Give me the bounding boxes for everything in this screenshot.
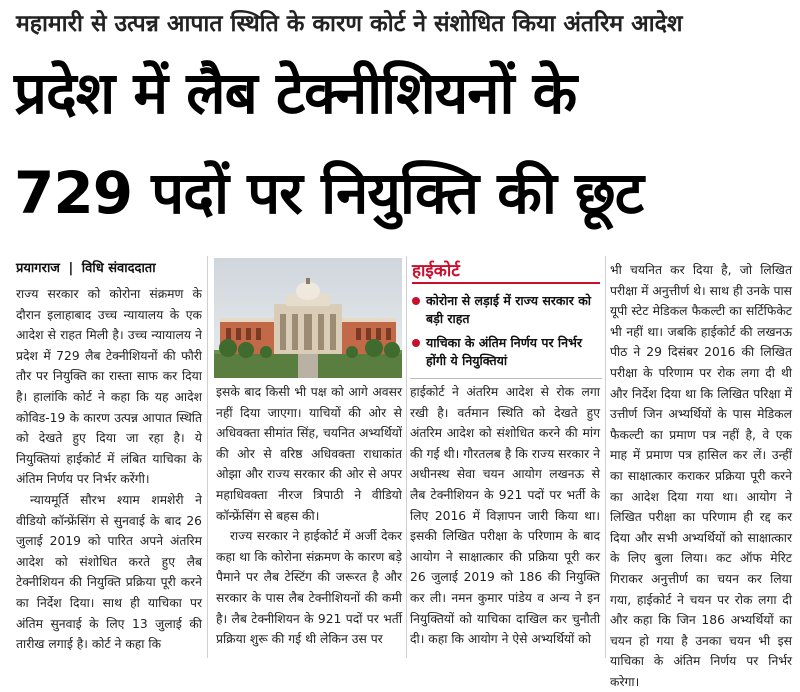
col3-paragraph-1: हाईकोर्ट ने अंतरिम आदेश से रोक लगा रखी है। वर्तमान स्थिति को देखते हुए अंतरिम आदेश को संशोधित करने की मांग की गई थी। गौरतलब है कि राज्य सरकार ने अधीनस्थ सेवा चयन आयोग लखनऊ से लैब टेक्नीशियन के 921 पदों पर भर्ती के लिए 2016 में विज्ञापन जारी किया था। इसकी लिखित परीक्षा के परिणाम के बाद आयोग ने साक्षात्कार की प्रक्रिया पूरी कर 26 जुलाई 2019 को 186 की नियुक्ति कर ली। नमन कुमार पांडेय व अन्य ने इन नियुक्तियों को याचिका दाखिल कर चुनौती दी। कहा कि आयोग ने ऐसे अभ्यर्थियों को xyxy=(410,385,600,647)
col2-paragraph-1: इसके बाद किसी भी पक्ष को आगे अवसर नहीं दिया जाएगा। याचियों की ओर से अधिवक्ता सीमांत सिंह, चयनित अभ्यर्थियों की ओर से वरिष्ठ अधिवक्ता राधाकांत ओझा और राज्य सरकार की ओर से अपर महाधिवक्ता नीरज त्रिपाठी ने वीडियो कॉन्फ्रेंसिंग से बहस की। xyxy=(216,385,402,523)
col2-paragraph-2: राज्य सरकार ने हाईकोर्ट में अर्जी देकर कहा था कि कोरोना संक्रमण के कारण बड़े पैमाने पर लैब टेस्टिंग की जरूरत है और सरकार के पास लैब टेक्नीशियनों की कमी है। लैब टेक्नीशियन के 921 पदों पर भर्ती प्रक्रिया शुरू की गई थी लेकिन उस पर xyxy=(216,529,402,647)
section-tag: हाईकोर्ट xyxy=(412,261,460,281)
column-4 xyxy=(610,260,792,689)
byline-separator: | xyxy=(68,261,74,276)
byline-location: प्रयागराज xyxy=(16,261,60,276)
byline-reporter: विधि संवाददाता xyxy=(81,261,156,276)
highlights-box xyxy=(412,292,602,376)
col1-paragraph-1: राज्य सरकार को कोरोना संक्रमण के दौरान इलाहाबाद उच्च न्यायालय के एक आदेश से राहत मिली है। उच्च न्यायालय ने प्रदेश में 729 लैब टेक्नीशियनों की फौरी तौर पर नियुक्ति का रास्ता साफ कर दिया है। हालांकि कोर्ट ने कहा कि यह आदेश कोविड-19 के कारण उत्पन्न आपात स्थिति को देखते हुए दिया जा रहा है। ये नियुक्तियां हाईकोर्ट में लंबित याचिका के अंतिम निर्णय पर निर्भर करेंगी। xyxy=(16,287,202,487)
headline-line-1: प्रदेश में लैब टेक्नीशियनों के xyxy=(14,59,577,127)
bullet-dot-icon xyxy=(412,339,420,347)
highlight-text: कोरोना से लड़ाई में राज्य सरकार को बड़ी राहत xyxy=(426,293,592,326)
column-rule-1 xyxy=(207,256,208,658)
section-tag-underline xyxy=(412,282,600,284)
highlight-item xyxy=(412,334,602,370)
headline-line-2: 729 पदों पर नियुक्ति की छूट xyxy=(14,159,643,227)
column-3 xyxy=(410,382,600,658)
column-rule-3 xyxy=(605,256,606,658)
col1-paragraph-2: न्यायमूर्ति सौरभ श्याम शमशेरी ने वीडियो कॉन्फ्रेंसिंग से सुनवाई के बाद 26 जुलाई 2019 को पारित अपने अंतरिम आदेश को संशोधित करते हुए लैब टेक्नीशियन की नियुक्ति प्रक्रिया पूरी करने का निर्देश दिया। साथ ही याचिका पर अंतिम सुनवाई के लिए 13 जुलाई की तारीख लगाई है। कोर्ट ने कहा कि xyxy=(16,492,202,652)
kicker-line: महामारी से उत्पन्न आपात स्थिति के कारण कोर्ट ने संशोधित किया अंतरिम आदेश xyxy=(16,11,683,37)
court-building-photo xyxy=(214,258,402,378)
byline xyxy=(16,258,156,276)
court-building-image xyxy=(214,258,402,378)
column-2 xyxy=(216,382,402,658)
highlight-item xyxy=(412,292,602,328)
column-rule-2 xyxy=(406,256,407,658)
col4-paragraph-1: भी चयनित कर दिया है, जो लिखित परीक्षा में अनुत्तीर्ण थे। साथ ही उनके पास यूपी स्टेट मेडिकल फैकल्टी का सर्टिफिकेट भी नहीं था। जबकि हाईकोर्ट की लखनऊ पीठ ने 29 दिसंबर 2016 की लिखित परीक्षा के परिणाम पर रोक लगा दी थी और निर्देश दिया था कि लिखित परिक्षा में उत्तीर्ण जिन अभ्यर्थियों के पास मेडिकल फैकल्टी का प्रमाण पत्र नहीं है, वे एक माह में प्रमाण पत्र हासिल कर लें। उन्हीं का साक्षात्कार कराकर प्रक्रिया पूरी करने का आदेश दिया गया था। आयोग ने लिखित परीक्षा का परिणाम ही रद्द कर दिया और सभी अभ्यर्थियों को साक्षात्कार के लिए बुला लिया। कट ऑफ मेरिट गिराकर अनुत्तीर्ण का चयन कर लिया गया, हाईकोर्ट ने चयन पर रोक लगा दी और कहा कि जिन 186 अभ्यर्थियों का चयन हो गया है उनका चयन भी इस याचिका के अंतिम निर्णय पर निर्भर करेगा। xyxy=(610,263,792,689)
column-1 xyxy=(16,284,202,658)
highlight-text: याचिका के अंतिम निर्णय पर निर्भर होंगी ये नियुक्तियां xyxy=(426,335,582,368)
bullet-dot-icon xyxy=(412,297,420,305)
highlights-divider xyxy=(410,378,602,379)
